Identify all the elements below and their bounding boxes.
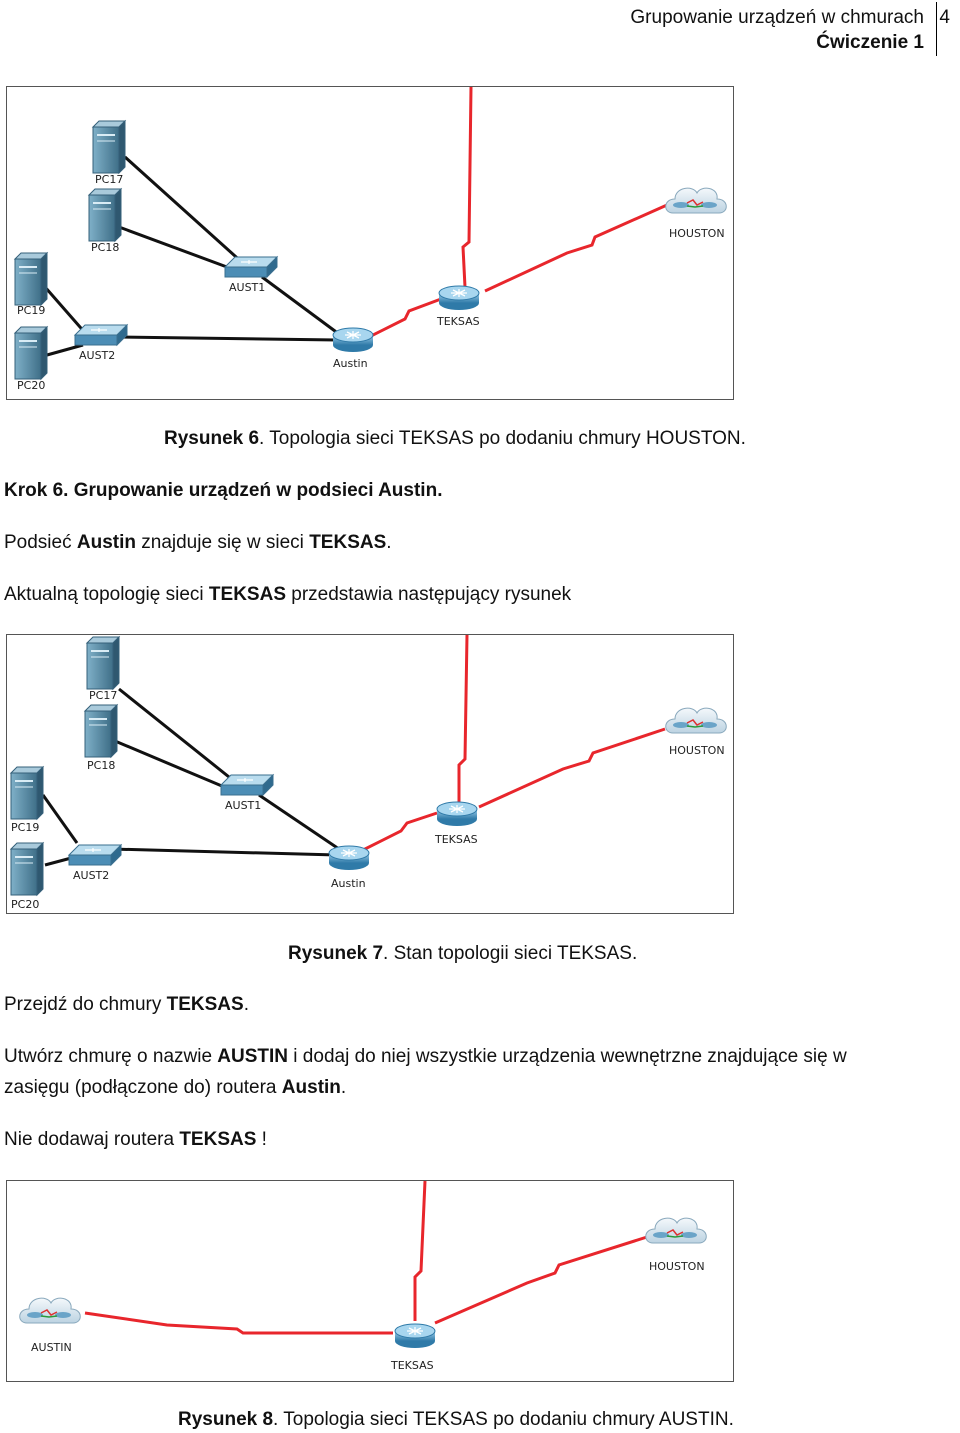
label-houston: HOUSTON (669, 227, 725, 240)
label-aust1: AUST1 (225, 799, 262, 812)
label-pc17: PC17 (89, 689, 118, 702)
label-aust2: AUST2 (79, 349, 116, 362)
label-pc18: PC18 (87, 759, 116, 772)
figure-8-topology (6, 1180, 734, 1382)
wan-links (85, 1181, 647, 1333)
figure-7-topology (6, 634, 734, 914)
pc19-server-icon[interactable] (15, 253, 47, 305)
step-title: Krok 6. Grupowanie urządzeń w podsieci Austin. (4, 480, 443, 501)
aust2-switch-icon[interactable] (69, 845, 121, 865)
label-pc19: PC19 (17, 304, 46, 317)
header-divider (936, 2, 937, 56)
teksas-router-icon[interactable] (439, 286, 479, 310)
pc18-server-icon[interactable] (85, 705, 117, 757)
paragraph-subnet: Podsieć Austin znajduje się w sieci TEKSAS. (4, 532, 392, 553)
label-pc18: PC18 (91, 241, 120, 254)
aust1-switch-icon[interactable] (225, 257, 277, 277)
label-teksas: TEKSAS (435, 833, 478, 846)
aust2-switch-icon[interactable] (75, 325, 127, 345)
paragraph-create-cloud: Utwórz chmurę o nazwie AUSTIN i dodaj do niej wszystkie urządzenia wewnętrzne znajdujące się w (4, 1046, 847, 1067)
austin-router-icon[interactable] (329, 846, 369, 870)
paragraph-current-topology: Aktualną topologię sieci TEKSAS przedstawia następujący rysunek (4, 584, 572, 605)
houston-cloud-icon[interactable] (666, 708, 727, 733)
label-aust1: AUST1 (229, 281, 266, 294)
houston-cloud-icon[interactable] (646, 1218, 707, 1243)
label-aust2: AUST2 (73, 869, 110, 882)
paragraph-create-cloud-cont: zasięgu (podłączone do) routera Austin. (4, 1077, 347, 1098)
pc20-server-icon[interactable] (15, 327, 47, 379)
label-houston: HOUSTON (669, 744, 725, 757)
label-pc19: PC19 (11, 821, 40, 834)
pc17-server-icon[interactable] (87, 637, 119, 689)
label-pc20: PC20 (17, 379, 46, 392)
paragraph-go-to-cloud: Przejdź do chmury TEKSAS. (4, 994, 249, 1015)
figure-7-caption: Rysunek 7. Stan topologii sieci TEKSAS. (288, 943, 638, 964)
pc20-server-icon[interactable] (11, 843, 43, 895)
figure-6-topology (6, 86, 734, 400)
pc19-server-icon[interactable] (11, 767, 43, 819)
label-pc20: PC20 (11, 898, 40, 911)
label-austin: Austin (331, 877, 366, 890)
austin-cloud-icon[interactable] (20, 1298, 81, 1323)
wan-links (363, 87, 667, 340)
label-pc17: PC17 (95, 173, 124, 186)
paragraph-warning: Nie dodawaj routera TEKSAS ! (4, 1129, 267, 1150)
label-houston: HOUSTON (649, 1260, 705, 1273)
aust1-switch-icon[interactable] (221, 775, 273, 795)
header-title: Grupowanie urządzeń w chmurach (630, 7, 924, 28)
figure-8-caption: Rysunek 8. Topologia sieci TEKSAS po dodaniu chmury AUSTIN. (178, 1409, 734, 1430)
label-austin: Austin (333, 357, 368, 370)
wan-links (357, 635, 665, 853)
teksas-router-icon[interactable] (437, 802, 477, 826)
pc18-server-icon[interactable] (89, 189, 121, 241)
header-subtitle: Ćwiczenie 1 (816, 32, 924, 53)
label-teksas: TEKSAS (437, 315, 480, 328)
page-number: 4 (939, 7, 950, 28)
label-austin: AUSTIN (31, 1341, 72, 1354)
houston-cloud-icon[interactable] (666, 188, 727, 213)
teksas-router-icon[interactable] (395, 1324, 435, 1348)
label-teksas: TEKSAS (391, 1359, 434, 1372)
austin-router-icon[interactable] (333, 328, 373, 352)
figure-6-caption: Rysunek 6. Topologia sieci TEKSAS po dodaniu chmury HOUSTON. (164, 428, 746, 449)
pc17-server-icon[interactable] (93, 121, 125, 173)
